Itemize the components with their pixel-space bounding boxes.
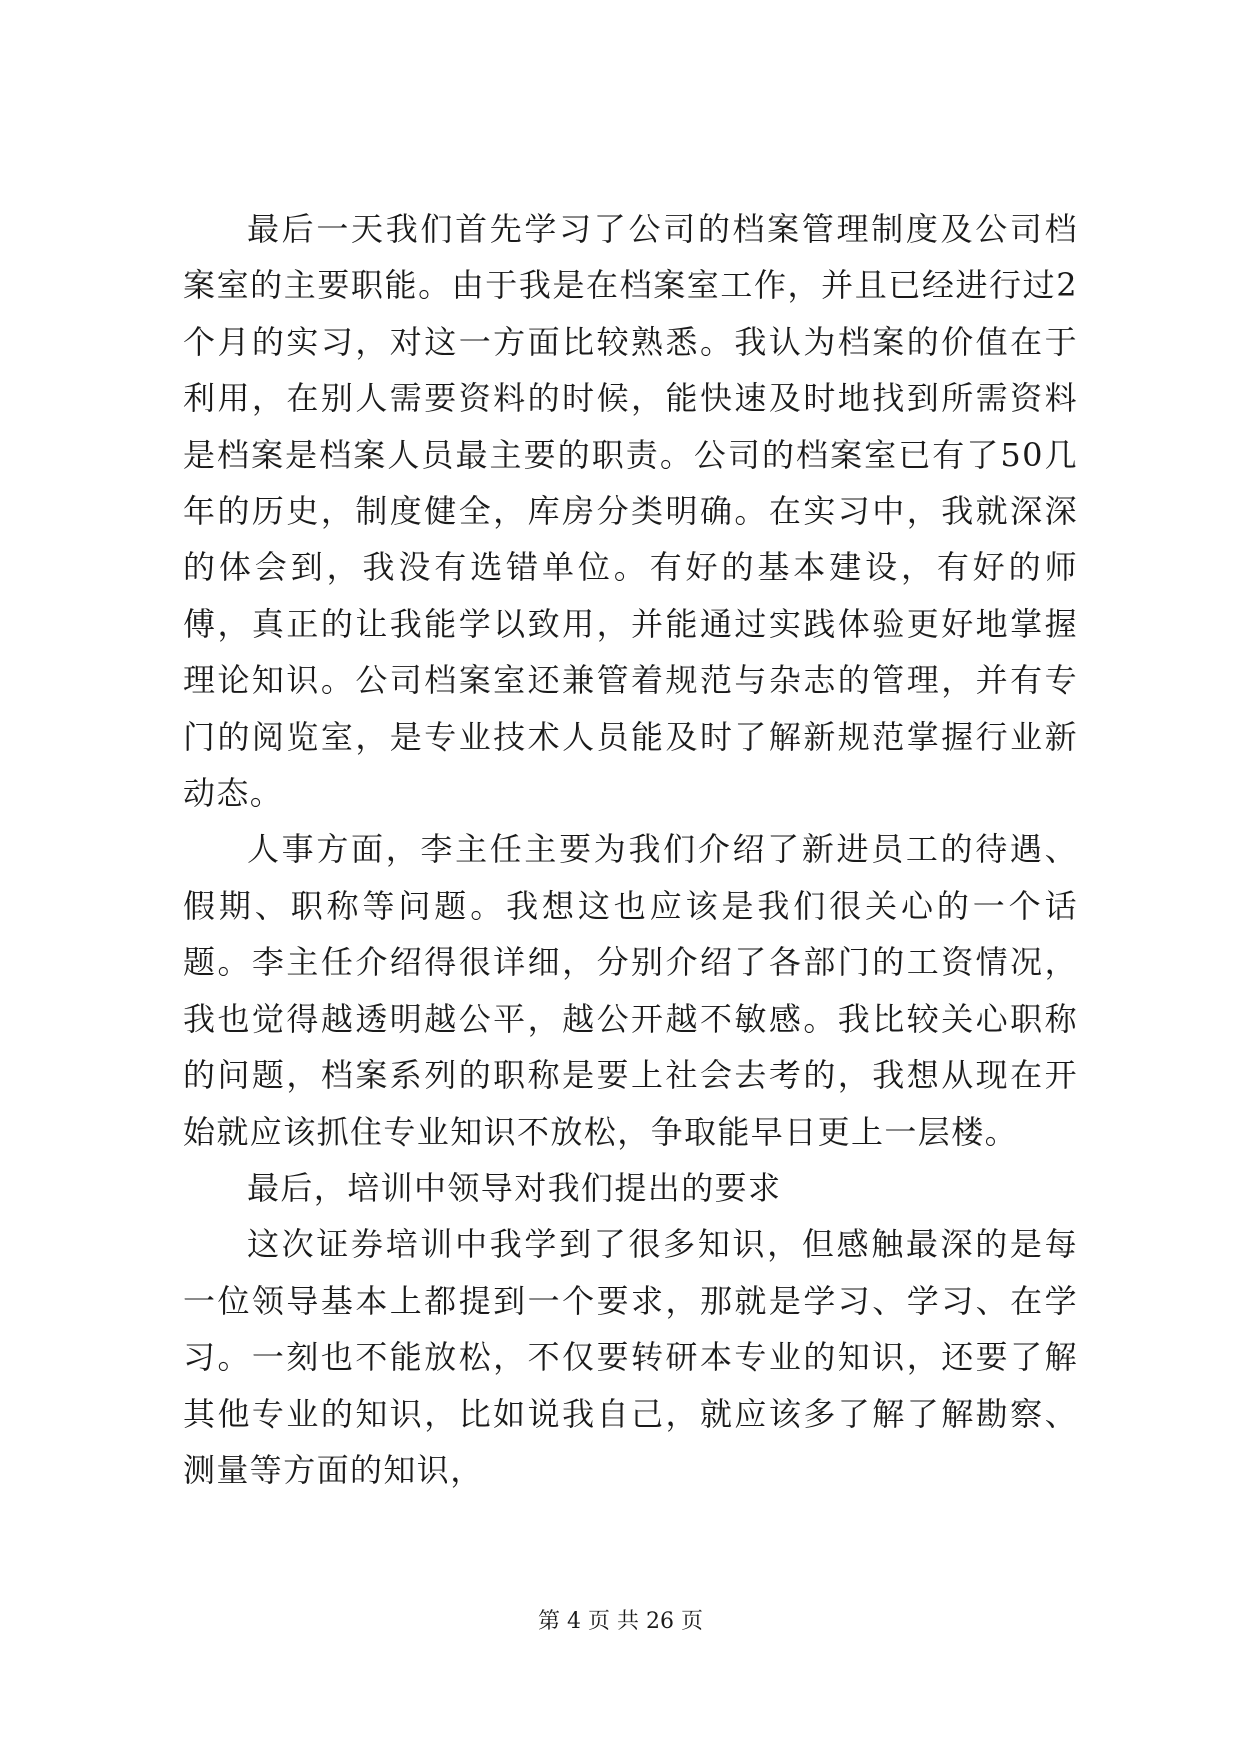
paragraph-requirements-heading: 最后，培训中领导对我们提出的要求 <box>247 1168 782 1207</box>
paragraph-personnel: 人事方面，李主任主要为我们介绍了新进员工的待遇、假期、职称等问题。我想这也应该是我们很关心的一个话题。李主任介绍得很详细，分别介绍了各部门的工资情况，我也觉得越透明越公平，越公开越不敏感。我比较关心职称的问题，档案系列的职称是要上社会去考的，我想从现在开始就应该抓住专业知识不放松，争取能早日更上一层楼。 <box>183 830 1078 1151</box>
paragraph-archive: 最后一天我们首先学习了公司的档案管理制度及公司档案室的主要职能。由于我是在档案室工作，并且已经进行过2个月的实习，对这一方面比较熟悉。我认为档案的价值在于利用，在别人需要资料的时候，能快速及时地找到所需资料是档案是档案人员最主要的职责。公司的档案室已有了50几年的历史，制度健全，库房分类明确。在实习中，我就深深的体会到，我没有选错单位。有好的基本建设，有好的师傅，真正的让我能学以致用，并能通过实践体验更好地掌握理论知识。公司档案室还兼管着规范与杂志的管理，并有专门的阅览室，是专业技术人员能及时了解新规范掌握行业新动态。 <box>183 210 1078 813</box>
document-body <box>183 201 1078 1498</box>
paragraph-training: 这次证券培训中我学到了很多知识，但感触最深的是每一位领导基本上都提到一个要求，那就是学习、学习、在学习。一刻也不能放松，不仅要转研本专业的知识，还要了解其他专业的知识，比如说我自己，就应该多了解了解勘察、测量等方面的知识， <box>183 1225 1078 1489</box>
page-footer: 第 4 页 共 26 页 <box>538 1609 703 1634</box>
